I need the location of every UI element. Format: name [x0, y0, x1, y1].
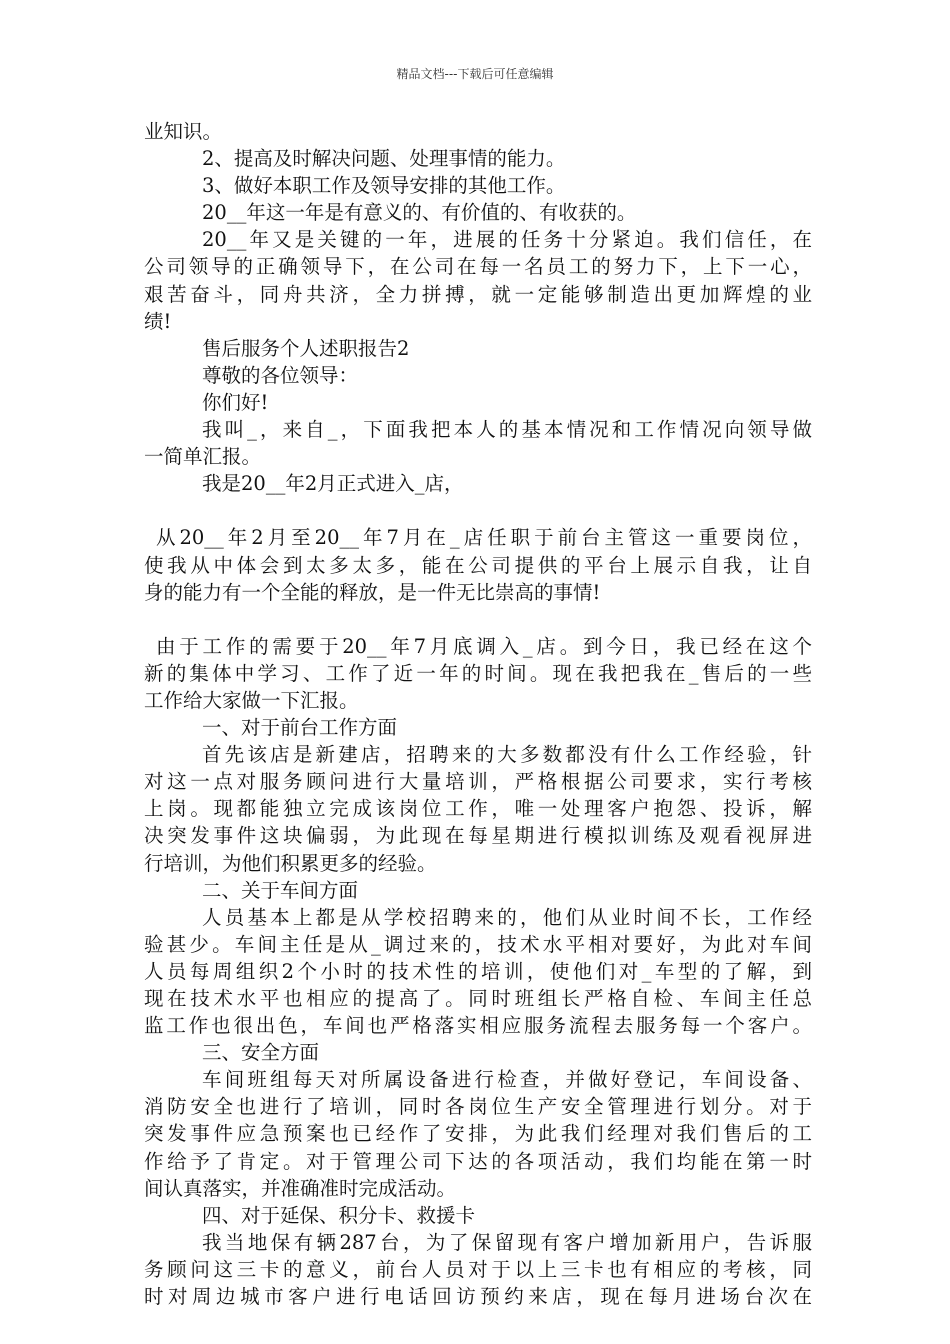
paragraph-line: 工作给大家做一下汇报。 — [144, 688, 359, 712]
paragraph-line: 新的集体中学习、工作了近一年的时间。现在我把我在_售后的一些 — [144, 661, 812, 685]
paragraph-line: 上岗。现都能独立完成该岗位工作，唯一处理客户抱怨、投诉，解 — [144, 797, 812, 821]
paragraph-line: 四、对于延保、积分卡、救援卡 — [202, 1203, 476, 1227]
paragraph-line: 艰苦奋斗，同舟共济，全力拼搏，就一定能够制造出更加辉煌的业 — [144, 282, 812, 306]
paragraph-line: 时对周边城市客户进行电话回访预约来店，现在每月进场台次在 — [144, 1285, 812, 1309]
paragraph-line: 2、提高及时解决问题、处理事情的能力。 — [202, 147, 566, 171]
paragraph-line: 监工作也很出色，车间也严格落实相应服务流程去服务每一个客户。 — [144, 1014, 812, 1038]
paragraph-line: 突发事件应急预案也已经作了安排，为此我们经理对我们售后的工 — [144, 1122, 812, 1146]
paragraph-line: 决突发事件这块偏弱，为此现在每星期进行模拟训练及观看视屏进 — [144, 824, 812, 848]
paragraph-line: 人员基本上都是从学校招聘来的，他们从业时间不长，工作经 — [202, 905, 812, 929]
paragraph-line: 绩! — [144, 309, 172, 333]
paragraph-line: 一、对于前台工作方面 — [202, 716, 398, 740]
paragraph-line: 现在技术水平也相应的提高了。同时班组长严格自检、车间主任总 — [144, 987, 812, 1010]
paragraph-line: 车间班组每天对所属设备进行检查，并做好登记，车间设备、 — [202, 1068, 812, 1092]
paragraph-line: 业知识。 — [144, 120, 223, 143]
paragraph-line: 消防安全也进行了培训，同时各岗位生产安全管理进行划分。对于 — [144, 1095, 812, 1119]
paragraph-line: 尊敬的各位领导： — [202, 363, 359, 387]
paragraph-line: 我当地保有辆287台，为了保留现有客户增加新用户，告诉服 — [202, 1230, 812, 1254]
paragraph-line: 验甚少。车间主任是从_调过来的，技术水平相对要好，为此对车间 — [144, 932, 812, 956]
paragraph-line: 间认真落实，并准确准时完成活动。 — [144, 1176, 457, 1200]
paragraph-line: 售后服务个人述职报告2 — [202, 336, 410, 360]
paragraph-line: 一简单汇报。 — [144, 445, 262, 469]
paragraph-line: 作给予了肯定。对于管理公司下达的各项活动，我们均能在第一时 — [144, 1149, 812, 1173]
paragraph-line: 我是20__年2月正式进入_店， — [202, 472, 464, 496]
paragraph-line — [144, 497, 812, 524]
paragraph-line: 首先该店是新建店，招聘来的大多数都没有什么工作经验，针 — [202, 743, 812, 767]
paragraph-line: 三、安全方面 — [202, 1041, 320, 1065]
paragraph-line: 20__年这一年是有意义的、有价值的、有收获的。 — [202, 201, 637, 225]
paragraph-line: 我叫_，来自_，下面我把本人的基本情况和工作情况向领导做 — [202, 418, 812, 442]
paragraph-line: 对这一点对服务顾问进行大量培训，严格根据公司要求，实行考核 — [144, 770, 812, 794]
page-header: 精品文档---下载后可任意编辑 — [396, 67, 554, 81]
paragraph-line: 人员每周组织2个小时的技术性的培训，使他们对_车型的了解，到 — [144, 959, 812, 983]
paragraph-line: 行培训，为他们积累更多的经验。 — [144, 851, 437, 875]
paragraph-line: 使我从中体会到太多太多，能在公司提供的平台上展示自我，让自 — [144, 553, 812, 577]
paragraph-line: 你们好! — [202, 390, 269, 414]
paragraph-line: 二、关于车间方面 — [202, 878, 359, 902]
paragraph-line — [144, 606, 812, 633]
paragraph-line: 由于工作的需要于20__年7月底调入_店。到今日，我已经在这个 — [156, 634, 812, 658]
paragraph-line: 从20__年2月至20__年7月在_店任职于前台主管这一重要岗位， — [156, 526, 812, 550]
document-body — [144, 118, 812, 1310]
paragraph-line: 3、做好本职工作及领导安排的其他工作。 — [202, 174, 566, 198]
paragraph-line: 公司领导的正确领导下，在公司在每一名员工的努力下，上下一心， — [144, 255, 812, 279]
paragraph-line: 身的能力有一个全能的释放，是一件无比崇高的事情! — [144, 580, 601, 604]
paragraph-line: 20__年又是关键的一年，进展的任务十分紧迫。我们信任，在 — [202, 228, 812, 252]
paragraph-line: 务顾问这三卡的意义，前台人员对于以上三卡也有相应的考核，同 — [144, 1257, 812, 1281]
